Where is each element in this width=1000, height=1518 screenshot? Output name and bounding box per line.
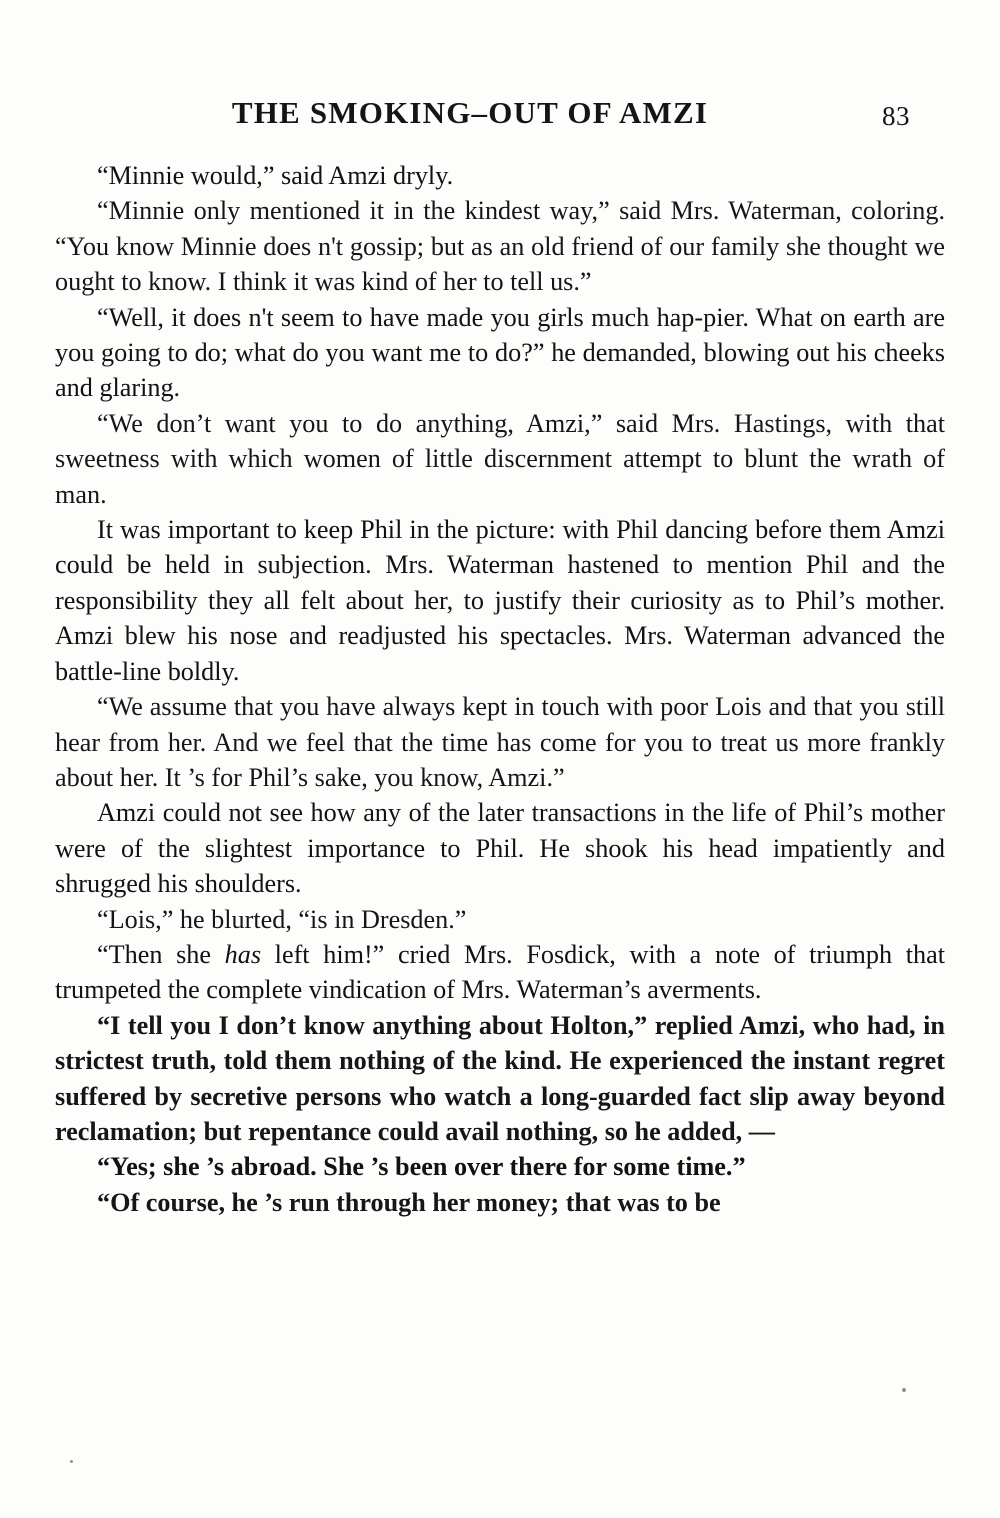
paragraph: “Lois,” he blurted, “is in Dresden.” [97, 904, 467, 934]
paragraph: “Minnie only mentioned it in the kindest way,” said Mrs. Waterman, coloring. “You know Minnie does n't gossip; but as an old friend of our family she thought we ought to know. I think it was kind of her to tell us.” [55, 196, 945, 297]
paragraph: Amzi could not see how any of the later transactions in the life of Phil’s mother were of the slightest importance to Phil. He shook his head impatiently and shrugged his shoulders. [55, 798, 945, 899]
running-title: THE SMOKING–OUT OF AMZI [231, 95, 709, 130]
paragraph: “We assume that you have always kept in touch with poor Lois and that you still hear from her. And we feel that the time has come for you to treat us more frankly about her. It ’s for Phil’s sake, you know, Amzi.” [55, 692, 945, 792]
paragraph: “Well, it does n't seem to have made you girls much hap-pier. What on earth are you going to do; what do you want me to do?” he demanded, blowing out his cheeks and glaring. [55, 302, 945, 403]
page-header [120, 95, 910, 143]
paragraph: “Of course, he ’s run through her money; that was to be [97, 1187, 721, 1217]
paragraph-with-italic: “Then she has left him!” cried Mrs. Fosdick, with a note of triumph that trumpeted the complete vindication of Mrs. Waterman’s averments. [55, 939, 945, 1005]
page-speck [902, 1388, 906, 1392]
paragraph: “Minnie would,” said Amzi dryly. [97, 161, 454, 190]
page-speck [70, 1460, 73, 1463]
page-number: 83 [882, 101, 910, 131]
page-body [55, 158, 945, 1220]
paragraph: “I tell you I don’t know anything about Holton,” replied Amzi, who had, in strictest truth, told them nothing of the kind. He experienced the instant regret suffered by secretive persons who watch a long-guarded fact slip away beyond reclamation; but repentance could avail nothing, so he added, — [55, 1010, 945, 1146]
emphasized-word: has [224, 939, 262, 969]
paragraph: “We don’t want you to do anything, Amzi,” said Mrs. Hastings, with that sweetness with which women of little discernment attempt to blunt the wrath of man. [55, 408, 945, 509]
paragraph: It was important to keep Phil in the picture: with Phil dancing before them Amzi could be held in subjection. Mrs. Waterman hastened to mention Phil and the responsibility they all felt about her, to justify their curiosity as to Phil’s mother. Amzi blew his nose and readjusted his spectacles. Mrs. Waterman advanced the battle-line boldly. [55, 515, 945, 686]
paragraph: “Yes; she ’s abroad. She ’s been over there for some time.” [97, 1152, 746, 1182]
